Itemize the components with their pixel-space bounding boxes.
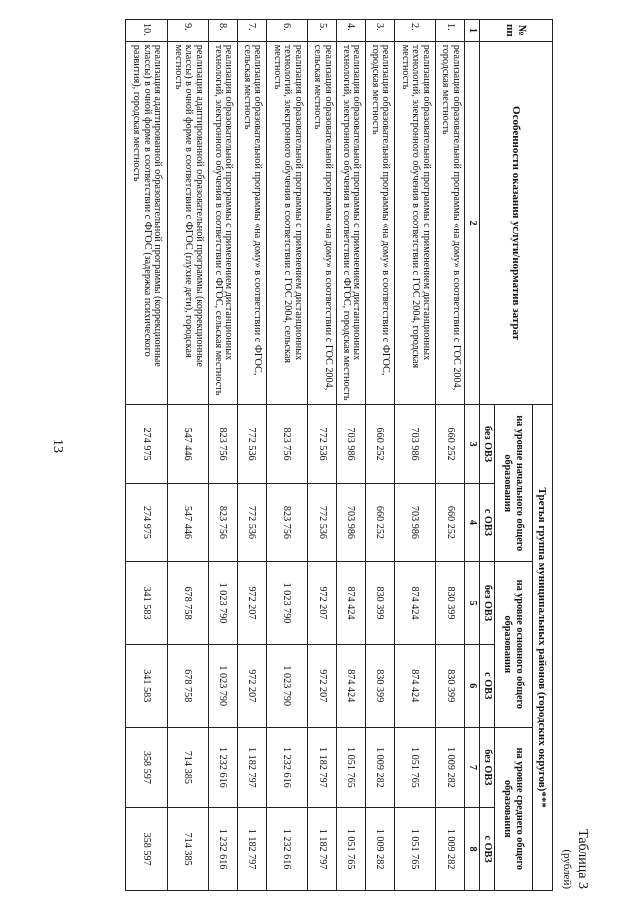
row-number: 2. [394,20,435,42]
cost-value: 714 385 [167,808,208,891]
row-description: реализация адаптированной образовательной программы (коррекционные классы) в очной форме в соответствии с ФГОС (задержка психического развития), городская местность [126,41,168,405]
cost-value: 830 399 [436,562,465,645]
row-description: реализация образовательной программы с применением дистанционных технологий, электронного обучения в соответствии с ФГОС, сельская местность [209,41,238,405]
cost-value: 660 252 [365,483,394,561]
column-number: 4 [465,483,480,561]
cost-value: 830 399 [436,644,465,727]
header-level-secondary: на уровне среднего общего образования [495,727,533,890]
cost-value: 341 583 [126,644,168,727]
cost-value: 772 536 [237,483,266,561]
cost-value: 1 023 790 [266,562,307,645]
column-number: 5 [465,562,480,645]
table-row [337,20,366,891]
cost-table [125,19,553,891]
cost-value: 1 051 765 [337,808,366,891]
header-feature: Особенности оказания услуги/норматив затрат [480,41,553,405]
cost-value: 972 207 [308,562,337,645]
cost-value: 772 536 [308,483,337,561]
cost-value: 1 182 797 [308,727,337,808]
cost-value: 703 986 [337,405,366,483]
header-subcol: с ОВЗ [480,644,495,727]
table-row [266,20,307,891]
row-description: реализация адаптированной образовательной программы (коррекционные классы) в очной форме в соответствии с ФГОС (глухие дети), городская местность [167,41,208,405]
cost-value: 1 023 790 [266,644,307,727]
cost-value: 874 424 [337,644,366,727]
table-row [394,20,435,891]
rotated-sheet [120,15,590,895]
cost-value: 1 232 616 [209,808,238,891]
row-number: 10. [126,20,168,42]
header-subcol: с ОВЗ [480,808,495,891]
row-number: 7. [237,20,266,42]
cost-value: 1 009 282 [365,808,394,891]
cost-value: 772 536 [308,405,337,483]
table-row [167,20,208,891]
header-level-primary: на уровне начального общего образования [495,405,533,562]
table-row [436,20,465,891]
cost-value: 274 975 [126,483,168,561]
row-number: 4. [337,20,366,42]
page-number: 13 [50,439,65,453]
cost-value: 972 207 [237,644,266,727]
cost-value: 1 182 797 [237,727,266,808]
cost-value: 1 182 797 [237,808,266,891]
table-row [237,20,266,891]
table-caption: Таблица 3 [575,829,590,889]
cost-value: 660 252 [436,483,465,561]
cost-value: 830 399 [365,644,394,727]
header-group: Третья группа муниципальных районов (городских округов)*** [533,405,553,891]
row-number: 5. [308,20,337,42]
column-number: 1 [465,20,480,42]
column-number: 3 [465,405,480,483]
cost-value: 1 051 765 [337,727,366,808]
cost-value: 823 756 [266,405,307,483]
cost-value: 1 009 282 [436,727,465,808]
table-row [365,20,394,891]
row-description: реализация образовательной программы с применением дистанционных технологий, электронного обучения в соответствии с ГОС 2004, сельская местность [266,41,307,405]
cost-value: 341 583 [126,562,168,645]
cost-value: 678 758 [167,562,208,645]
cost-value: 703 986 [394,405,435,483]
cost-value: 874 424 [394,644,435,727]
cost-value: 1 009 282 [436,808,465,891]
row-number: 9. [167,20,208,42]
cost-value: 823 756 [209,483,238,561]
table-units: (рублей) [561,849,573,889]
cost-value: 823 756 [209,405,238,483]
row-description: реализация образовательной программы с применением дистанционных технологий, электронного обучения в соответствии с ГОС 2004, городская местность [394,41,435,405]
row-description: реализация образовательной программы «на дому» в соответствии с ГОС 2004, городская местность [436,41,465,405]
column-number: 2 [465,41,480,405]
column-number: 7 [465,727,480,808]
cost-value: 714 385 [167,727,208,808]
row-description: реализация образовательной программы с применением дистанционных технологий, электронного обучения в соответствии с ФГОС, городская местность [337,41,366,405]
cost-value: 1 232 616 [209,727,238,808]
row-number: 3. [365,20,394,42]
column-number: 6 [465,644,480,727]
cost-value: 660 252 [365,405,394,483]
cost-value: 1 051 765 [394,727,435,808]
cost-value: 358 597 [126,727,168,808]
table-row [308,20,337,891]
cost-value: 972 207 [237,562,266,645]
header-no: № пп [480,20,553,42]
row-description: реализация образовательной программы «на дому» в соответствии с ФГОС, сельская местность [237,41,266,405]
header-subcol: без ОВЗ [480,562,495,645]
cost-value: 703 986 [394,483,435,561]
header-subcol: с ОВЗ [480,483,495,561]
cost-value: 1 182 797 [308,808,337,891]
cost-value: 1 023 790 [209,644,238,727]
cost-value: 547 446 [167,483,208,561]
cost-value: 358 597 [126,808,168,891]
cost-value: 823 756 [266,483,307,561]
row-description: реализация образовательной программы «на дому» в соответствии с ФГОС, городская местность [365,41,394,405]
cost-value: 1 051 765 [394,808,435,891]
cost-value: 874 424 [394,562,435,645]
cost-value: 660 252 [436,405,465,483]
cost-value: 1 023 790 [209,562,238,645]
cost-value: 678 758 [167,644,208,727]
cost-value: 1 232 616 [266,808,307,891]
cost-value: 830 399 [365,562,394,645]
cost-value: 874 424 [337,562,366,645]
cost-value: 972 207 [308,644,337,727]
header-level-basic: на уровне основного общего образования [495,562,533,727]
row-number: 8. [209,20,238,42]
table-row [126,20,168,891]
cost-value: 703 986 [337,483,366,561]
cost-value: 1 232 616 [266,727,307,808]
cost-value: 547 446 [167,405,208,483]
header-subcol: без ОВЗ [480,405,495,483]
table-row [209,20,238,891]
column-number: 8 [465,808,480,891]
cost-value: 1 009 282 [365,727,394,808]
row-number: 6. [266,20,307,42]
cost-value: 772 536 [237,405,266,483]
header-subcol: без ОВЗ [480,727,495,808]
row-number: 1. [436,20,465,42]
cost-value: 274 975 [126,405,168,483]
row-description: реализация образовательной программы «на дому» в соответствии с ГОС 2004, сельская местность [308,41,337,405]
